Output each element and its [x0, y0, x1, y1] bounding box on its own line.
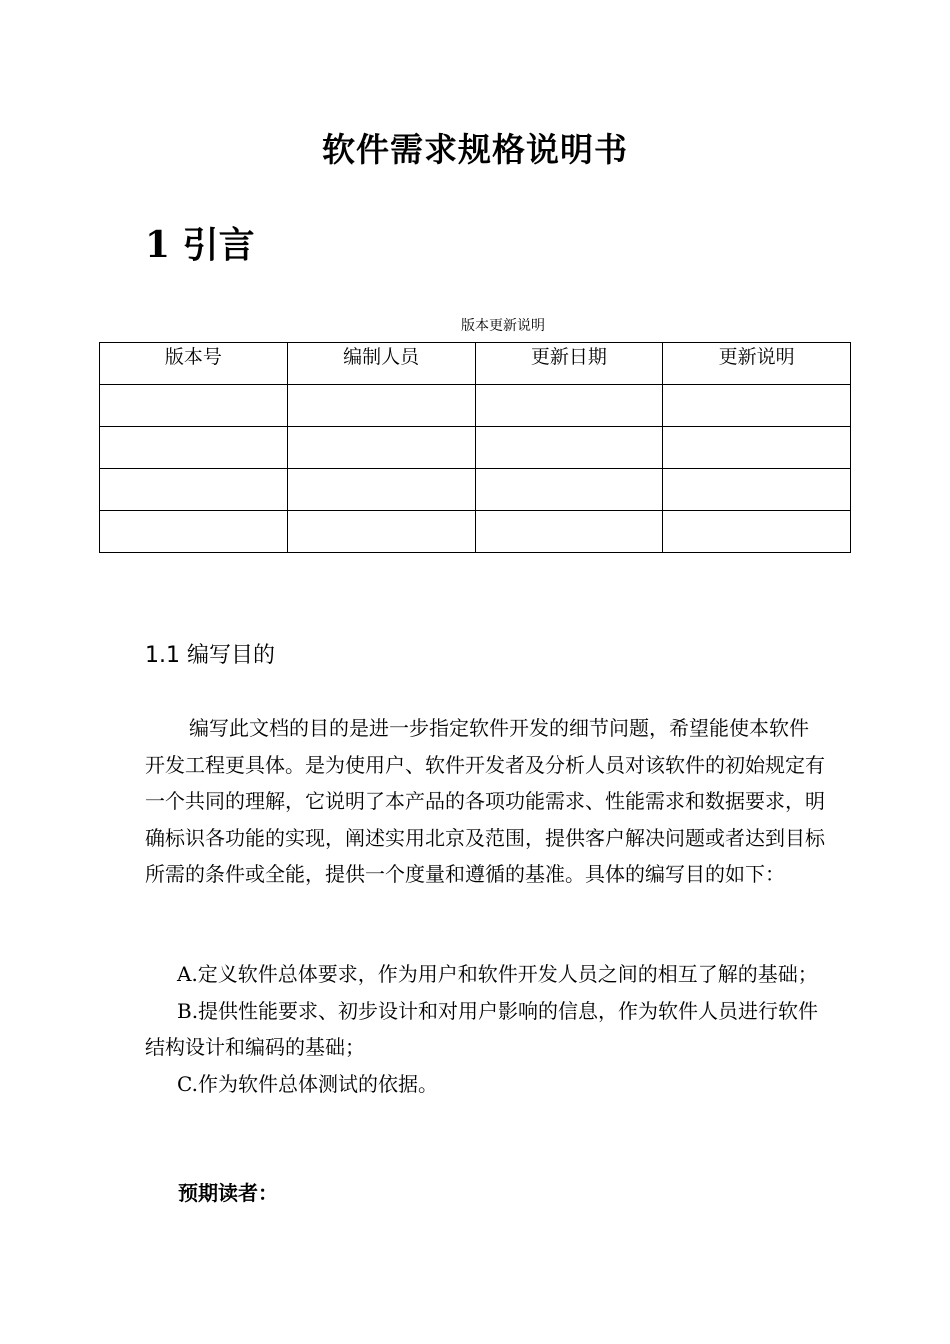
table-row [100, 427, 851, 469]
table-cell [663, 511, 851, 553]
table-cell [100, 511, 288, 553]
heading-purpose: 1.1 编写目的 [145, 643, 275, 668]
table-cell [100, 385, 288, 427]
purpose-paragraph: 编写此文档的目的是进一步指定软件开发的细节问题，希望能使本软件开发工程更具体。是为使用户、软件开发者及分析人员对该软件的初始规定有一个共同的理解，它说明了本产品的各项功能需求、性能需求和数据要求，明确标识各功能的实现，阐述实用北京及范围，提供客户解决问题或者达到目标所需的条件或全能，提供一个度量和遵循的基准。具体的编写目的如下： [145, 716, 825, 886]
table-caption: 版本更新说明 [461, 318, 545, 334]
version-table [99, 342, 851, 553]
table-row [100, 469, 851, 511]
table-cell [287, 511, 475, 553]
table-cell [663, 385, 851, 427]
table-cell [100, 427, 288, 469]
table-row [100, 385, 851, 427]
purpose-list [145, 956, 825, 1102]
heading-introduction: 1 引言 [145, 224, 255, 266]
table-cell [287, 469, 475, 511]
table-cell [475, 469, 663, 511]
list-item: B.提供性能要求、初步设计和对用户影响的信息，作为软件人员进行软件结构设计和编码的基础； [145, 998, 819, 1059]
table-cell [475, 427, 663, 469]
table-cell [663, 469, 851, 511]
table-row [100, 511, 851, 553]
table-cell [663, 427, 851, 469]
table-cell [287, 385, 475, 427]
table-header-cell: 更新日期 [475, 343, 663, 385]
table-header-row [100, 343, 851, 385]
table-cell [100, 469, 288, 511]
table-cell [475, 511, 663, 553]
intended-readers-label: 预期读者： [178, 1181, 278, 1205]
document-title: 软件需求规格说明书 [322, 130, 628, 169]
table-header-cell: 版本号 [100, 343, 288, 385]
table-cell [475, 385, 663, 427]
table-header-cell: 更新说明 [663, 343, 851, 385]
table-cell [287, 427, 475, 469]
table-header-cell: 编制人员 [287, 343, 475, 385]
list-item: A.定义软件总体要求，作为用户和软件开发人员之间的相互了解的基础； [177, 962, 818, 986]
list-item: C.作为软件总体测试的依据。 [177, 1071, 438, 1096]
